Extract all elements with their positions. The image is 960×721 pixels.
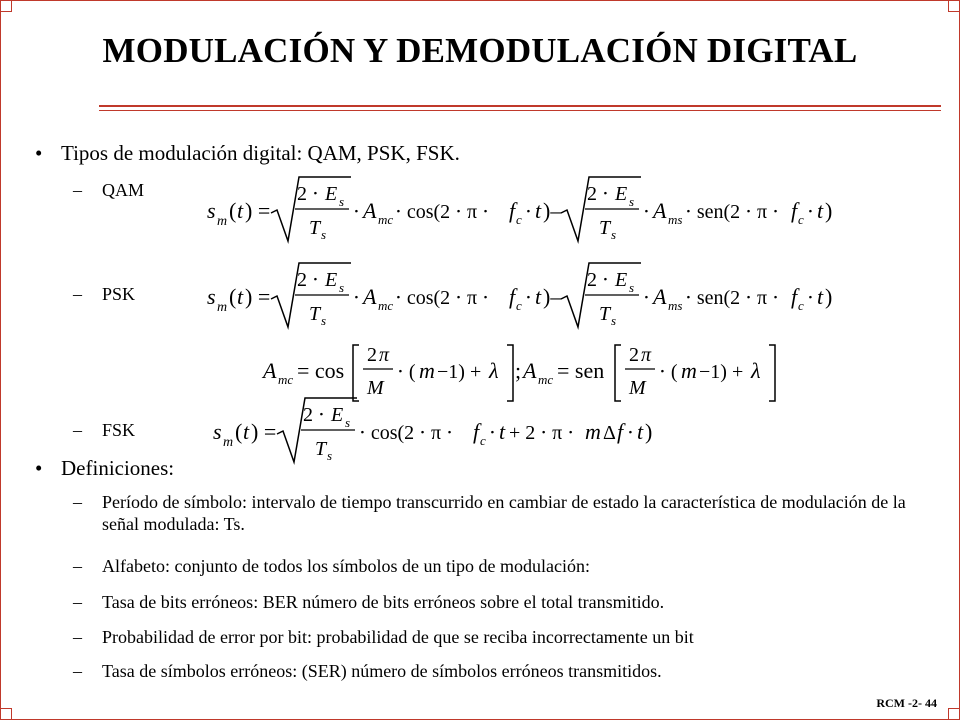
svg-text:c: c (798, 212, 804, 227)
svg-text:E: E (325, 183, 338, 205)
svg-text:A: A (363, 198, 377, 223)
svg-text:T: T (599, 303, 611, 325)
svg-text:⋅: ⋅ (807, 201, 814, 223)
svg-text:c: c (516, 298, 522, 313)
svg-text:(: ( (229, 284, 237, 309)
svg-text:2 ⋅: 2 ⋅ (297, 269, 319, 291)
svg-text:s: s (321, 313, 327, 328)
svg-text:s: s (345, 415, 351, 430)
formulas-svg (1, 1, 960, 721)
formula-qam (207, 177, 832, 242)
svg-text:T: T (309, 217, 321, 239)
svg-text:c: c (516, 212, 522, 227)
svg-text:E: E (331, 404, 344, 426)
svg-text:c: c (798, 298, 804, 313)
svg-text:f: f (509, 284, 516, 309)
svg-text:t: t (817, 198, 824, 223)
svg-text:2 ⋅: 2 ⋅ (587, 183, 609, 205)
svg-text:E: E (615, 269, 628, 291)
dash-marker: – (73, 592, 82, 612)
svg-text:π: π (379, 344, 390, 366)
svg-text:s: s (611, 227, 617, 242)
svg-text:c: c (480, 433, 486, 448)
slide-title: MODULACIÓN Y DEMODULACIÓN DIGITAL (102, 31, 858, 70)
svg-text:f: f (509, 198, 516, 223)
sub-item-label: QAM (102, 180, 145, 200)
svg-text:⋅ cos(2 ⋅ π ⋅: ⋅ cos(2 ⋅ π ⋅ (395, 287, 489, 309)
svg-text:⋅: ⋅ (643, 287, 650, 309)
bullet-marker: • (35, 456, 43, 480)
svg-text:m: m (223, 435, 234, 450)
svg-text:t: t (243, 419, 250, 444)
dash-marker: – (73, 556, 82, 576)
svg-text:)–: )– (543, 198, 562, 223)
svg-text:⋅ sen(2 ⋅ π ⋅: ⋅ sen(2 ⋅ π ⋅ (685, 287, 779, 309)
dash-marker: – (73, 492, 82, 512)
svg-text:T: T (309, 303, 321, 325)
slide-footer: RCM -2- 44 (876, 696, 937, 710)
svg-text:): ) (825, 198, 833, 223)
formula-psk (207, 263, 832, 328)
svg-text:⋅: ⋅ (643, 201, 650, 223)
svg-text:m: m (585, 419, 601, 444)
sub-item-label: PSK (102, 284, 136, 304)
svg-text:⋅ cos(2 ⋅ π ⋅: ⋅ cos(2 ⋅ π ⋅ (359, 422, 453, 444)
svg-text:⋅ cos(2 ⋅ π ⋅: ⋅ cos(2 ⋅ π ⋅ (395, 201, 489, 223)
svg-text:= cos: = cos (297, 358, 345, 383)
svg-text:ms: ms (668, 298, 683, 313)
svg-text:A: A (363, 284, 377, 309)
dash-marker: – (73, 627, 82, 647)
svg-text:m: m (217, 214, 228, 229)
svg-text:2: 2 (367, 344, 377, 366)
dash-marker: – (73, 420, 82, 440)
svg-text:+ 2 ⋅ π ⋅: + 2 ⋅ π ⋅ (509, 422, 575, 444)
svg-text:s: s (207, 284, 216, 309)
svg-text:s: s (339, 280, 345, 295)
svg-text:s: s (213, 419, 222, 444)
svg-text:2 ⋅: 2 ⋅ (587, 269, 609, 291)
svg-text:⋅: ⋅ (525, 201, 532, 223)
svg-text:T: T (599, 217, 611, 239)
svg-text:E: E (615, 183, 628, 205)
svg-text:t: t (637, 419, 644, 444)
svg-text:f: f (473, 419, 480, 444)
svg-text:)–: )– (543, 284, 562, 309)
svg-text:⋅: ⋅ (353, 201, 360, 223)
svg-text:A: A (653, 284, 667, 309)
svg-text:s: s (207, 198, 216, 223)
svg-text:2 ⋅: 2 ⋅ (297, 183, 319, 205)
svg-text:t: t (499, 419, 506, 444)
definition-text: Período de símbolo: intervalo de tiempo transcurrido en cambiar de estado la característica de modulación de la señal modulada: Ts. (102, 492, 906, 534)
svg-text:⋅: ⋅ (353, 287, 360, 309)
svg-text:m: m (419, 358, 435, 383)
dash-marker: – (73, 180, 82, 200)
svg-text:= sen: = sen (557, 358, 605, 383)
svg-text:s: s (327, 448, 333, 463)
svg-text:): ) (645, 419, 653, 444)
svg-text:⋅: ⋅ (489, 422, 496, 444)
bullet-text: Definiciones: (61, 456, 175, 480)
svg-text:E: E (325, 269, 338, 291)
svg-text:s: s (611, 313, 617, 328)
svg-text:ms: ms (668, 212, 683, 227)
svg-text:−1) +: −1) + (699, 361, 744, 383)
svg-text:⋅: ⋅ (627, 422, 634, 444)
svg-text:t: t (817, 284, 824, 309)
svg-text:(: ( (229, 198, 237, 223)
svg-text:2: 2 (629, 344, 639, 366)
svg-text:λ: λ (489, 358, 499, 383)
svg-text:M: M (367, 377, 384, 399)
definition-text: Probabilidad de error por bit: probabilidad de que se reciba incorrectamente un bit (102, 627, 694, 647)
dash-marker: – (73, 284, 82, 304)
dash-marker: – (73, 661, 82, 681)
svg-text:A: A (653, 198, 667, 223)
bullet-text: Tipos de modulación digital: QAM, PSK, FSK. (61, 141, 460, 165)
definition-text: Tasa de símbolos erróneos: (SER) número de símbolos erróneos transmitidos. (102, 661, 662, 681)
definition-text: Alfabeto: conjunto de todos los símbolos de un tipo de modulación: (102, 556, 590, 576)
svg-text:⋅ (: ⋅ ( (659, 361, 678, 383)
svg-text:;: ; (515, 358, 522, 383)
svg-text:t: t (237, 198, 244, 223)
svg-text:s: s (629, 194, 635, 209)
bullet-marker: • (35, 141, 43, 165)
svg-text:m: m (681, 358, 697, 383)
svg-text:mc: mc (278, 372, 294, 387)
svg-text:−1) +: −1) + (437, 361, 482, 383)
svg-text:⋅ sen(2 ⋅ π ⋅: ⋅ sen(2 ⋅ π ⋅ (685, 201, 779, 223)
svg-text:⋅: ⋅ (525, 287, 532, 309)
definition-text: Tasa de bits erróneos: BER número de bits erróneos sobre el total transmitido. (102, 592, 665, 612)
svg-text:2 ⋅: 2 ⋅ (303, 404, 325, 426)
svg-text:⋅: ⋅ (807, 287, 814, 309)
svg-text:f: f (617, 419, 624, 444)
svg-text:mc: mc (378, 212, 394, 227)
svg-text:π: π (641, 344, 652, 366)
svg-text:m: m (217, 300, 228, 315)
svg-text:⋅ (: ⋅ ( (397, 361, 416, 383)
svg-text:t: t (535, 284, 542, 309)
svg-text:) =: ) = (245, 284, 271, 309)
svg-text:A: A (523, 358, 537, 383)
sub-item-label: FSK (102, 420, 136, 440)
svg-text:f: f (791, 198, 798, 223)
svg-text:s: s (339, 194, 345, 209)
svg-text:) =: ) = (245, 198, 271, 223)
formula-amplitudes (261, 344, 775, 401)
svg-text:) =: ) = (251, 419, 277, 444)
svg-text:s: s (629, 280, 635, 295)
svg-text:f: f (791, 284, 798, 309)
svg-text:s: s (321, 227, 327, 242)
svg-text:mc: mc (378, 298, 394, 313)
svg-text:(: ( (235, 419, 243, 444)
svg-text:A: A (263, 358, 277, 383)
svg-text:T: T (315, 438, 327, 460)
svg-text:): ) (825, 284, 833, 309)
formula-fsk (213, 398, 652, 463)
svg-text:λ: λ (751, 358, 761, 383)
svg-text:t: t (535, 198, 542, 223)
svg-text:t: t (237, 284, 244, 309)
svg-text:Δ: Δ (603, 422, 616, 444)
svg-text:M: M (629, 377, 646, 399)
svg-text:mc: mc (538, 372, 554, 387)
